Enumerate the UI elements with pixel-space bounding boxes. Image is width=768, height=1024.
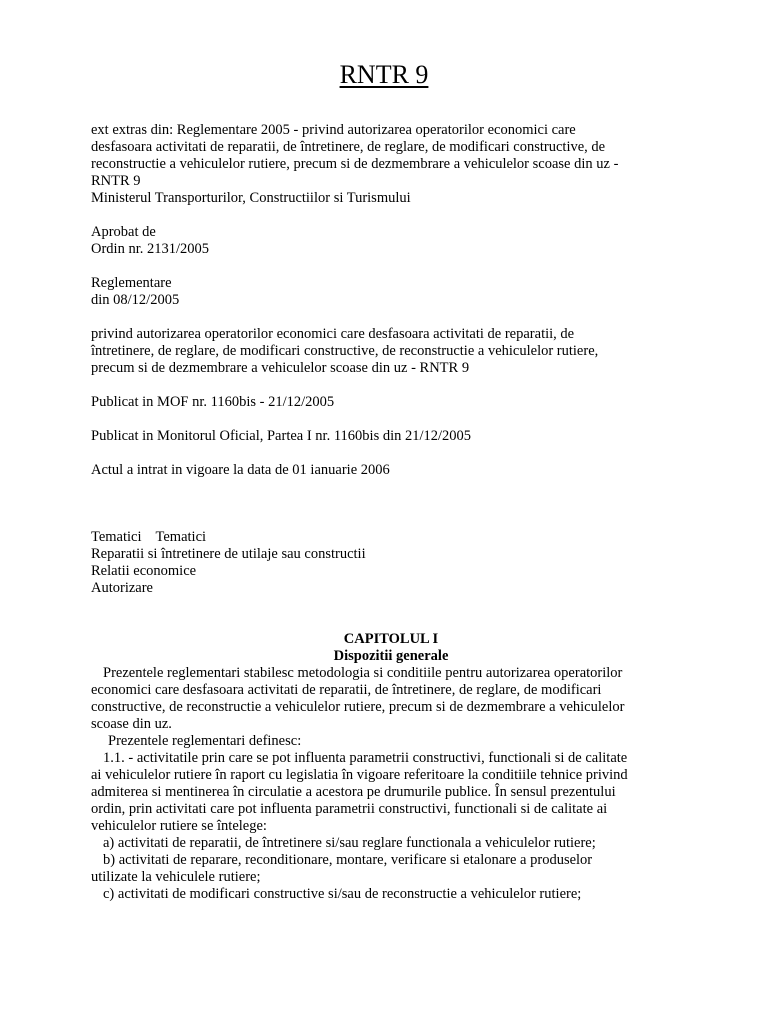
chapter-block [91, 631, 691, 903]
text-line: întretinere, de reglare, de modificari constructive, de reconstructie a vehiculelor rutiere, [91, 343, 599, 359]
chapter-line: admiterea si mentinerea în circulatie a acestora pe drumurile publice. În sensul prezentului [91, 784, 616, 800]
in-force-line: Actul a intrat in vigoare la data de 01 ianuarie 2006 [91, 462, 390, 478]
topics-block [91, 529, 691, 597]
text-line: ext extras din: Reglementare 2005 - privind autorizarea operatorilor economici care [91, 122, 576, 138]
text-line: privind autorizarea operatorilor economici care desfasoara activitati de reparatii, de [91, 326, 575, 342]
chapter-line: scoase din uz. [91, 716, 172, 732]
chapter-line: Prezentele reglementari stabilesc metodologia si conditiile pentru autorizarea operatorilor [103, 665, 623, 681]
topics-label: Tematici [155, 529, 207, 545]
topic-item: Reparatii si întretinere de utilaje sau constructii [91, 546, 366, 562]
chapter-subheading: Dispozitii generale [333, 648, 449, 664]
topic-item: Autorizare [91, 580, 153, 596]
approved-block [91, 224, 691, 258]
regulation-block [91, 275, 691, 309]
chapter-line: 1.1. - activitatile prin care se pot influenta parametrii constructivi, functionali si de calitate [103, 750, 628, 766]
text-line: Aprobat de [91, 224, 156, 240]
extract-block [91, 122, 691, 207]
document-title: RNTR 9 [339, 60, 429, 89]
regulation-date: din 08/12/2005 [91, 292, 180, 308]
chapter-line: b) activitati de reparare, reconditionare, montare, verificare si etalonare a produselor [103, 852, 593, 868]
chapter-line: c) activitati de modificari constructive si/sau de reconstructie a vehiculelor rutiere; [103, 886, 582, 902]
chapter-text [91, 665, 691, 903]
chapter-line: vehiculelor rutiere se întelege: [91, 818, 267, 834]
text-line: desfasoara activitati de reparatii, de întretinere, de reglare, de modificari constructive, de [91, 139, 606, 155]
published-mof: Publicat in MOF nr. 1160bis - 21/12/2005 [91, 394, 335, 410]
chapter-line: utilizate la vehiculele rutiere; [91, 869, 261, 885]
text-line: Reglementare [91, 275, 172, 291]
chapter-line: economici care desfasoara activitati de reparatii, de întretinere, de reglare, de modificari [91, 682, 602, 698]
chapter-line: a) activitati de reparatii, de întretinere si/sau reglare functionala a vehiculelor rutiere; [103, 835, 596, 851]
topics-label: Tematici [91, 529, 142, 545]
chapter-heading: CAPITOLUL I [343, 631, 439, 647]
topics-header [91, 529, 691, 546]
chapter-line: constructive, de reconstructie a vehiculelor rutiere, precum si de dezmembrare a vehiculelor [91, 699, 625, 715]
ministry-line: Ministerul Transporturilor, Constructiilor si Turismului [91, 190, 411, 206]
published-monitor: Publicat in Monitorul Oficial, Partea I nr. 1160bis din 21/12/2005 [91, 428, 472, 444]
text-line: precum si de dezmembrare a vehiculelor scoase din uz - RNTR 9 [91, 360, 470, 376]
subject-block [91, 326, 691, 377]
chapter-line: ai vehiculelor rutiere în raport cu legislatia în vigoare referitoare la conditiile tehnice privind [91, 767, 628, 783]
topic-item: Relatii economice [91, 563, 197, 579]
document-body [91, 122, 691, 903]
chapter-line: ordin, prin activitati care pot influenta parametrii constructivi, functionali si de calitate ai [91, 801, 608, 817]
chapter-line: Prezentele reglementari definesc: [108, 733, 302, 749]
order-number: Ordin nr. 2131/2005 [91, 241, 210, 257]
text-line: reconstructie a vehiculelor rutiere, precum si de dezmembrare a vehiculelor scoase din uz - [91, 156, 619, 172]
text-line: RNTR 9 [91, 173, 141, 189]
